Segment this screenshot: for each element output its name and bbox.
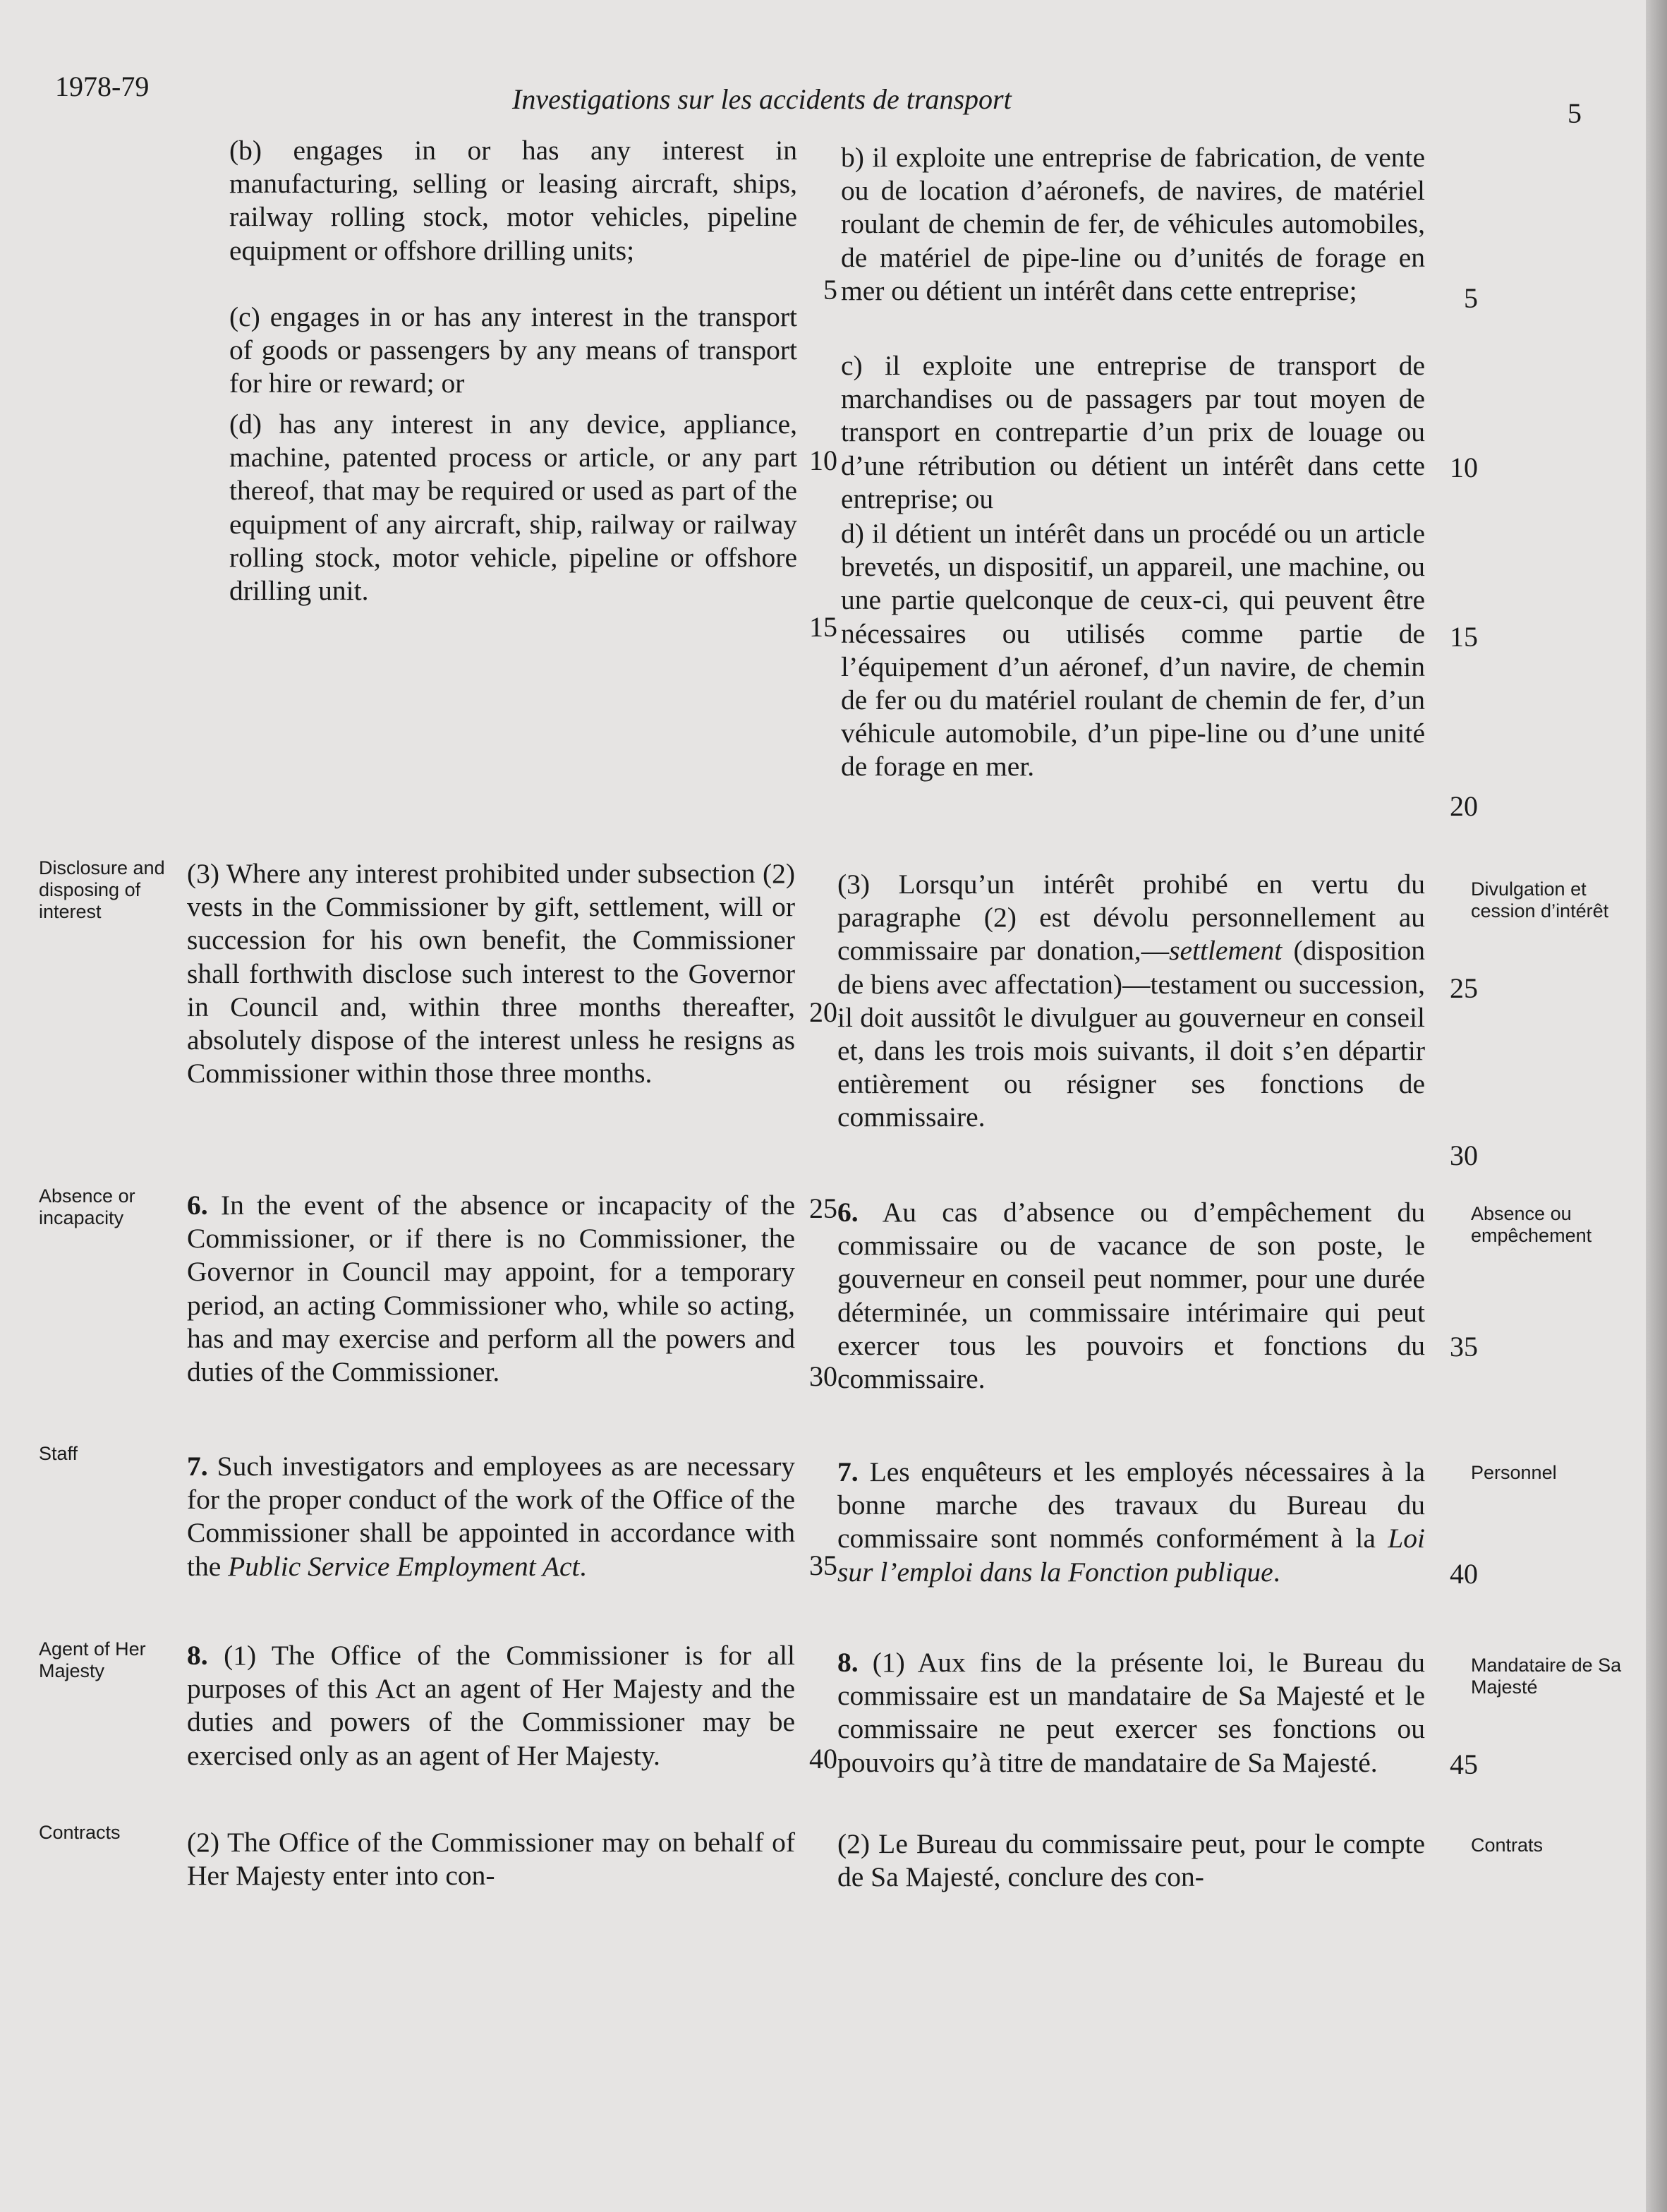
en-line-number: 5: [823, 274, 837, 306]
fr-section-8-1-text: (1) Aux fins de la présente loi, le Bureau du commissaire est un mandataire de Sa Majesté et le commissaire ne peut exercer ses fonctions ou pouvoirs qu’à titre de mandataire de Sa Majesté.: [837, 1647, 1426, 1778]
fr-section-7: [837, 1456, 1425, 1589]
fr-margin-staff: Personnel: [1471, 1462, 1557, 1483]
en-margin-agent: Agent of Her Majesty: [39, 1638, 146, 1681]
fr-paragraph-d: d) il détient un intérêt dans un procédé ou un article brevetés, un dispositif, un appareil, une machine, ou une partie quelconque de ceux-ci, qui peuvent être nécessaires ou utilisés comme partie de l’équipement d’un aéronef, d’un navire, de chemin de fer ou du matériel roulant de chemin de fer, d’un véhicule automobile, d’un pipe-line ou d’une unité de forage en mer.: [841, 518, 1425, 782]
fr-section-5-3: [837, 868, 1425, 1135]
fr-line-number: 5: [1464, 282, 1478, 314]
en-line-number: 15: [809, 611, 837, 643]
page-number: 5: [1568, 97, 1582, 129]
en-margin-absence: Absence or incapacity: [39, 1185, 135, 1228]
fr-section-7-text: Les enquêteurs et les employés nécessaires à la bonne marche des travaux du Bureau du commissaire sont nommés conformément à la: [837, 1456, 1426, 1554]
fr-section-7-number: 7.: [837, 1456, 859, 1487]
fr-margin-absence: Absence ou empêchement: [1471, 1203, 1592, 1246]
fr-section-5-3-text-a: (3) Lorsqu’un intérêt prohibé en vertu du paragraphe (2) est dévolu personnellement au commissaire par donation,—: [837, 869, 1425, 967]
en-section-5-3: (3) Where any interest prohibited under subsection (2) vests in the Commissioner by gift, settlement, will or succession for his own benefit, the Commissioner shall forthwith disclose such interest to the Governor in Council and, within three months thereafter, absolutely dispose of the interest unless he resigns as Commissioner within those three months.: [187, 858, 795, 1089]
fr-section-8-1: [837, 1646, 1425, 1779]
fr-section-5-3-italic: settlement: [1169, 935, 1283, 967]
fr-section-5-3-text-b: (disposition de biens avec affectation)—testament ou succession, il doit aussitôt le divulguer au gouverneur en conseil et, dans les trois mois suivants, il doit s’en départir entièrement ou résigner ses fonctions de commissaire.: [837, 935, 1425, 1133]
fr-line-number: 15: [1450, 621, 1478, 653]
fr-line-number: 10: [1450, 452, 1478, 483]
en-paragraph-d: (d) has any interest in any device, appliance, machine, patented process or article, or any part thereof, that may be required or used as part of the equipment of any aircraft, ship, railway or railway rolling stock, motor vehicle, pipeline or offshore drilling unit.: [229, 409, 797, 607]
en-line-number: 40: [809, 1743, 837, 1775]
header-year: 1978-79: [55, 71, 150, 102]
en-section-8-number: 8.: [187, 1640, 208, 1671]
en-line-number: 25: [809, 1192, 837, 1224]
en-line-number: 35: [809, 1549, 837, 1581]
fr-paragraph-b: b) il exploite une entreprise de fabrication, de vente ou de location d’aéronefs, de navires, de matériel roulant de chemin de fer, de véhicules automobiles, de matériel de pipe-line ou d’unités de forage en mer ou détient un intérêt dans cette entreprise;: [841, 142, 1425, 306]
fr-paragraph-c: c) il exploite une entreprise de transport de marchandises ou de passagers par tout moyen de transport en contrepartie d’un prix de louage ou d’une rétribution ou détient un intérêt dans cette entreprise; ou: [841, 350, 1425, 514]
fr-section-6-number: 6.: [837, 1197, 859, 1228]
fr-line-number: 40: [1450, 1558, 1478, 1590]
page-edge-shadow: [1646, 0, 1667, 2212]
en-section-7-text: Such investigators and employees as are necessary for the proper conduct of the work of the Office of the Commissioner shall be appointed in accordance with the: [187, 1451, 795, 1582]
en-section-8-1: [187, 1639, 795, 1772]
en-section-7-period: .: [579, 1550, 587, 1582]
header-title: Investigations sur les accidents de transport: [512, 83, 1012, 115]
en-margin-disclosure: Disclosure and disposing of interest: [39, 857, 165, 922]
en-line-number: 10: [809, 445, 837, 476]
fr-line-number: 20: [1450, 790, 1478, 822]
en-margin-staff: Staff: [39, 1443, 78, 1464]
en-paragraph-b: (b) engages in or has any interest in manufacturing, selling or leasing aircraft, ships, railway rolling stock, motor vehicles, pipeline equipment or offshore drilling units;: [229, 135, 797, 266]
en-section-8-2: (2) The Office of the Commissioner may on behalf of Her Majesty enter into con-: [187, 1827, 795, 1892]
en-section-6: [187, 1189, 795, 1389]
en-section-7-number: 7.: [187, 1451, 208, 1482]
fr-line-number: 30: [1450, 1140, 1478, 1171]
en-section-8-1-text: (1) The Office of the Commissioner is for all purposes of this Act an agent of Her Majesty and the duties and powers of the Commissioner may be exercised only as an agent of Her Majesty.: [187, 1640, 795, 1771]
en-section-6-text: In the event of the absence or incapacity of the Commissioner, or if there is no Commissioner, the Governor in Council may appoint, for a temporary period, an acting Commissioner who, while so acting, has and may exercise and perform all the powers and duties of the Commissioner.: [187, 1190, 796, 1388]
fr-line-number: 35: [1450, 1331, 1478, 1362]
fr-section-6: [837, 1196, 1425, 1396]
fr-margin-disclosure: Divulgation et cession d’intérêt: [1471, 878, 1609, 921]
fr-section-8-number: 8.: [837, 1647, 859, 1678]
fr-section-8-2: (2) Le Bureau du commissaire peut, pour le compte de Sa Majesté, conclure des con-: [837, 1828, 1425, 1893]
fr-margin-agent: Mandataire de Sa Majesté: [1471, 1655, 1622, 1698]
fr-section-7-period: .: [1273, 1556, 1280, 1588]
en-section-7-act: Public Service Employment Act: [228, 1550, 580, 1582]
fr-section-6-text: Au cas d’absence ou d’empêchement du commissaire ou de vacance de son poste, le gouverneur en conseil peut nommer, pour une durée déterminée, un commissaire intérimaire qui peut exercer tous les pouvoirs et fonctions du commissaire.: [837, 1197, 1425, 1395]
en-section-6-number: 6.: [187, 1190, 208, 1221]
en-line-number: 30: [809, 1360, 837, 1392]
en-line-number: 20: [809, 996, 837, 1028]
en-margin-contracts: Contracts: [39, 1822, 121, 1843]
fr-line-number: 25: [1450, 972, 1478, 1004]
en-paragraph-c: (c) engages in or has any interest in the transport of goods or passengers by any means of transport for hire or reward; or: [229, 301, 797, 399]
fr-line-number: 45: [1450, 1748, 1478, 1780]
fr-margin-contracts: Contrats: [1471, 1835, 1544, 1856]
fr-section-7-act: Loi sur l’emploi dans la Fonction publique: [837, 1523, 1425, 1588]
en-section-7: [187, 1450, 795, 1583]
